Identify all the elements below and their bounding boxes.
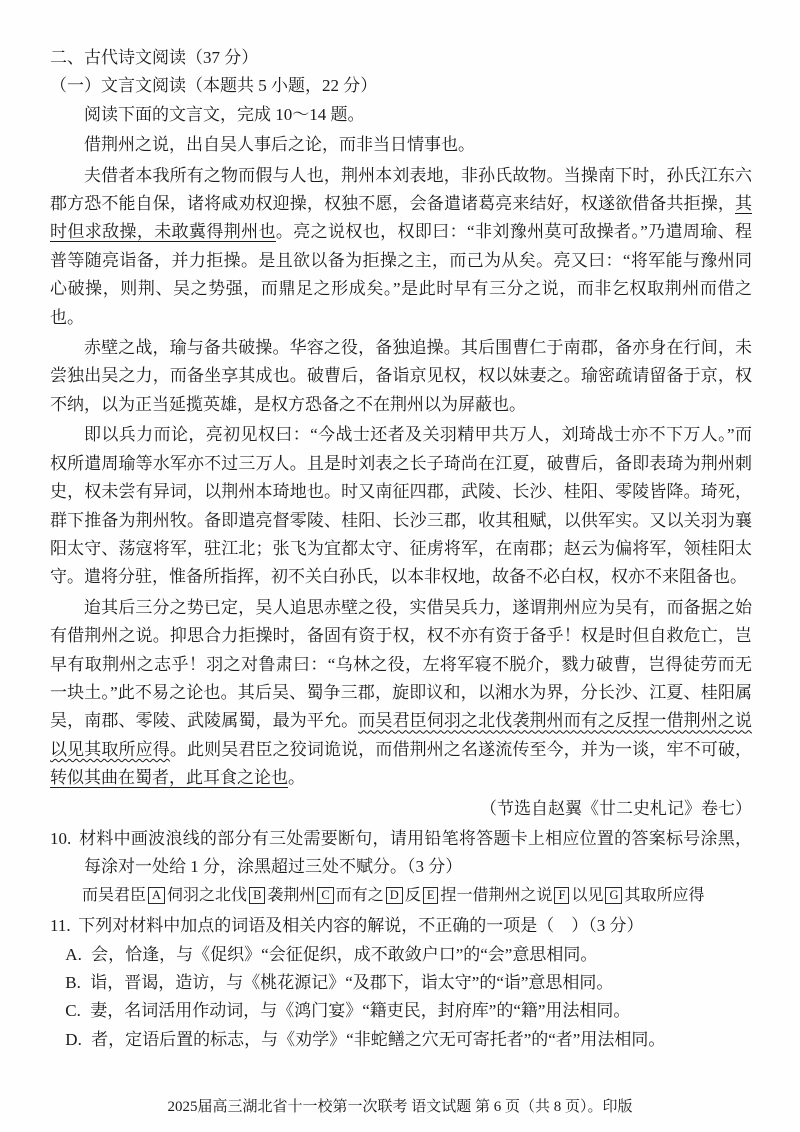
question-10-bracketed-sentence	[50, 882, 752, 910]
passage-para-2	[50, 162, 752, 332]
question-11-text: 下列对材料中加点的词语及相关内容的解说，不正确的一项是（ ）（3 分）	[78, 916, 644, 936]
question-10-number: 10.	[50, 828, 72, 848]
answer-label-box-g: G	[605, 887, 622, 904]
passage-para-1: 借荆州之说，出自吴人事后之论，而非当日情事也。	[84, 135, 475, 155]
text-segment: 。此则吴君臣之狡词诡说，而借荆州之名遂流传至今，并为一谈，牢不可破，	[169, 739, 752, 759]
option-a-text: 会，恰逢，与《促织》“会征促织，成不敢敛户口”的“会”意思相同。	[91, 944, 598, 964]
answer-label-box-b: B	[249, 887, 265, 904]
question-10-stem	[50, 825, 752, 882]
sentence-segment: 而吴君臣	[82, 886, 147, 904]
sentence-segment: 其取所应得	[624, 886, 705, 904]
passage-source: （节选自赵翼《廿二史札记》卷七）	[480, 798, 752, 818]
question-11-stem	[50, 912, 752, 940]
question-11-option-d	[65, 1026, 752, 1054]
sentence-segment: 伺羽之北伐	[167, 886, 248, 904]
sentence-segment: 以见	[571, 886, 604, 904]
option-c-text: 妻，名词活用作动词，与《鸿门宴》“籍吏民，封府库”的“籍”用法相同。	[90, 1001, 631, 1021]
reading-instruction: 阅读下面的文言文，完成 10～14 题。	[84, 104, 365, 124]
section-heading: 二、古代诗文阅读（37 分）	[50, 48, 259, 67]
question-11-option-c	[65, 997, 752, 1025]
question-10-text: 材料中画波浪线的部分有三处需要断句，请用铅笔将答题卡上相应位置的答案标号涂黑，每涂对一处给 1 分，涂黑超过三处不赋分。（3 分）	[78, 828, 752, 877]
option-b-text: 诣，晋谒，造访，与《桃花源记》“及郡下，诣太守”的“诣”意思相同。	[90, 973, 614, 992]
answer-label-box-c: C	[317, 887, 333, 904]
underlined-sentence-2: 转似其曲在蜀者，此耳食之论也	[50, 768, 288, 788]
option-b-label: B.	[65, 973, 81, 992]
text-segment: 。亮之说权也，权即曰：“非刘豫州莫可敌操者。”乃遣周瑜、程普等随亮诣备，并力拒操。是且欲以备为拒操之主，而己为从矣。亮又曰：“将军能与豫州同心破操，则荆、吴之势强，而鼎足之形成矣。”是此时早有三分之说，而非乞权取荆州而借之也。	[50, 222, 753, 327]
question-11-option-a	[65, 941, 752, 969]
underlined-sentence-1: 其时但求敌操，未敢冀得荆州也	[50, 194, 752, 242]
text-segment: 夫借者本我所有之物而假与人也，荆州本刘表地，非孙氏故物。当操南下时，孙氏江东六郡方恐不能自保，诸将咸劝权迎操，权独不愿，会备遣诸葛亮来结好，权遂欲借备共拒操，	[50, 165, 752, 214]
answer-label-box-f: F	[554, 887, 569, 904]
subsection-heading: （一）文言文阅读（本题共 5 小题，22 分）	[50, 76, 378, 96]
answer-label-box-d: D	[386, 887, 403, 904]
text-segment: 。	[288, 768, 305, 788]
answer-label-box-a: A	[148, 887, 165, 904]
option-d-text: 者，定语后置的标志，与《劝学》“非蛇鳝之穴无可寄托者”的“者”用法相同。	[91, 1029, 666, 1049]
question-11-number: 11.	[50, 916, 71, 936]
question-11-option-b	[65, 969, 752, 997]
wavy-underlined-sentence: 而吴君臣伺羽之北伐袭荆州而有之反捏一借荆州之说以见其取所应得	[50, 711, 752, 759]
option-a-label: A.	[65, 944, 82, 964]
sentence-segment: 反	[404, 886, 421, 904]
option-d-label: D.	[65, 1029, 82, 1049]
sentence-segment: 而有之	[335, 886, 384, 904]
sentence-segment: 袭荆州	[267, 886, 316, 904]
passage-para-4: 即以兵力而论，亮初见权曰：“今战士还者及关羽精甲共万人，刘琦战士亦不下万人。”而权所遣周瑜等水军亦不过三万人。且是时刘表之长子琦尚在江夏，破曹后，备即表琦为荆州刺史，权未尝有异词，以荆州本琦地也。时又南征四郡，武陵、长沙、桂阳、零陵皆降。琦死，群下推备为荆州牧。备即遣亮督零陵、桂阳、长沙三郡，收其租赋，以供军实。又以关羽为襄阳太守、荡寇将军，驻江北；张飞为宜都太守、征虏将军，在南郡；赵云为偏将军，领桂阳太守。遣将分驻，惟备所指挥，初不关白孙氏，以本非权地，故备不必白权，权亦不来阻备也。	[50, 425, 752, 587]
option-c-label: C.	[65, 1001, 81, 1021]
page-footer: 2025届高三湖北省十一校第一次联考 语文试题 第 6 页（共 8 页）。印版	[167, 1099, 633, 1115]
sentence-segment: 捏一借荆州之说	[440, 886, 553, 904]
question-10	[50, 825, 752, 910]
question-11	[50, 912, 752, 1054]
text-segment: 迨其后三分之势已定，吴人追思赤壁之役，实借吴兵力，遂谓荆州应为吴有，而备据之始有借荆州之说。抑思合力拒操时，备固有资于权，权不亦有资于备乎！权是时但自救危亡，岂早有取荆州之志乎！羽之对鲁肃曰：“乌林之役，左将军寝不脱介，戮力破曹，岂得徒劳而无一块土。”此不易之论也。其后吴、蜀争三郡，旋即议和，以湘水为界，分长沙、江夏、桂阳属吴，南郡、零陵、武陵属蜀，最为平允。	[50, 597, 752, 731]
answer-label-box-e: E	[423, 887, 439, 904]
passage-para-3: 赤壁之战，瑜与备共破操。华容之役，备独追操。其后围曹仁于南郡，备亦身在行间，未尝独出吴之力，而备坐享其成也。破曹后，备诣京见权，权以妹妻之。瑜密疏请留备于京，权不纳，以为正当延揽英雄，是权方恐备之不在荆州以为屏蔽也。	[50, 338, 752, 414]
passage-para-5	[50, 594, 752, 793]
